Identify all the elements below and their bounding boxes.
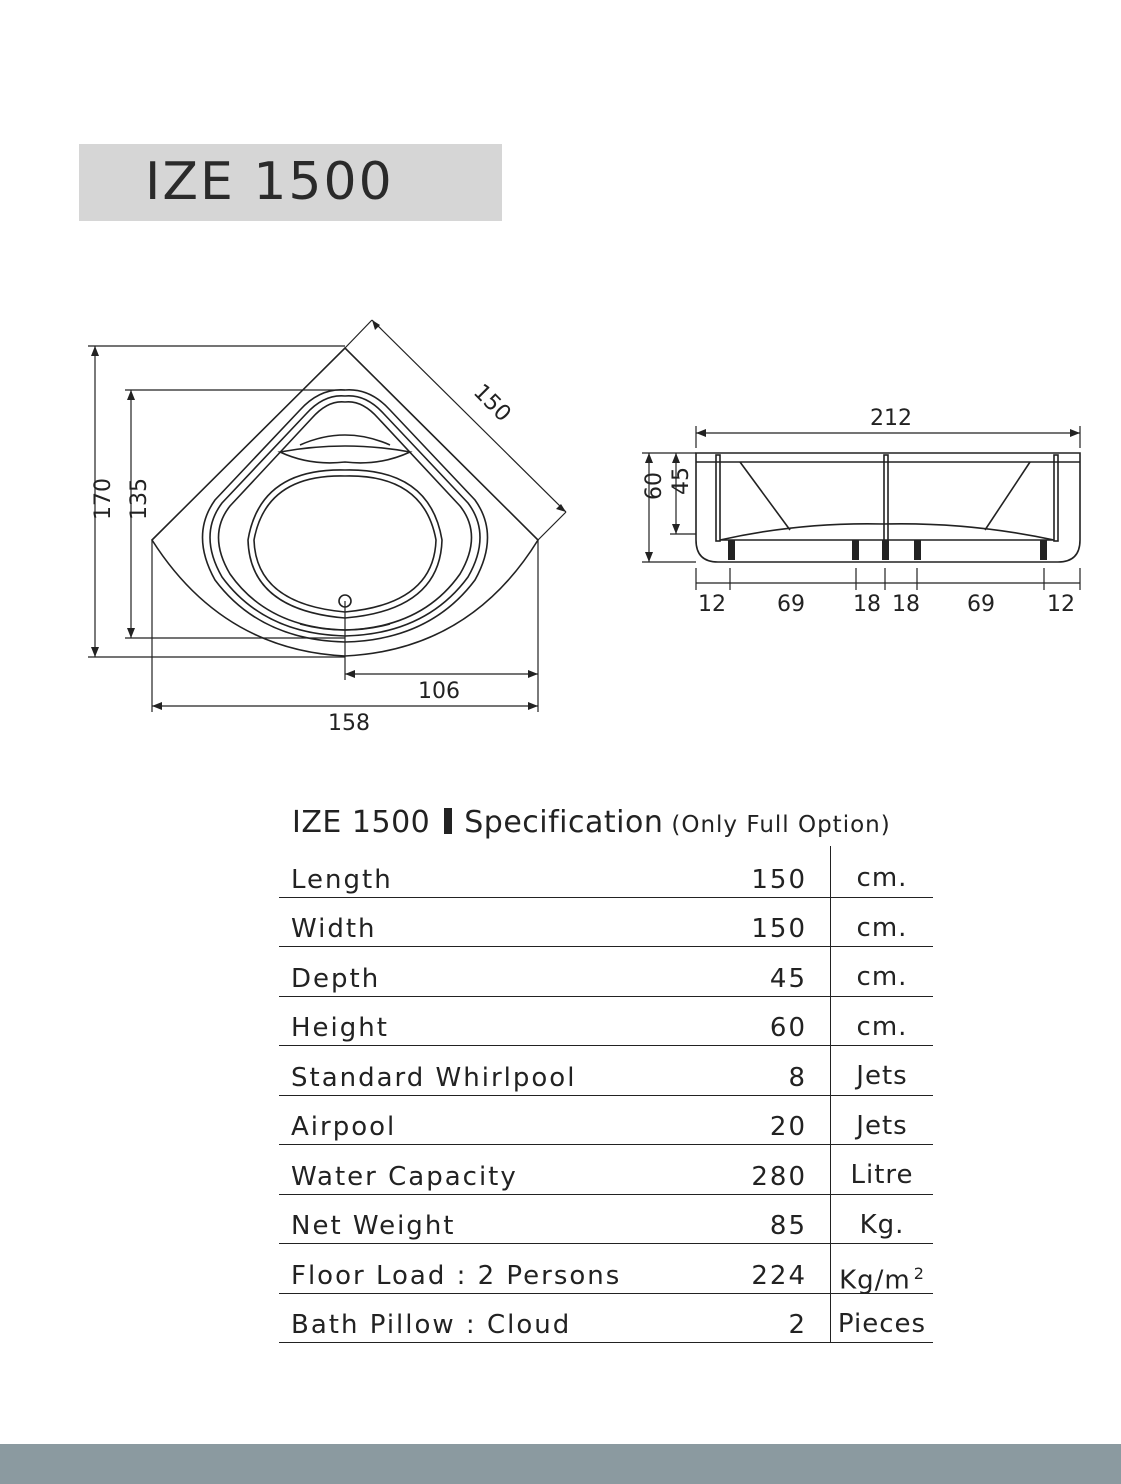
table-row — [279, 1046, 933, 1096]
table-row — [279, 1096, 933, 1146]
spec-unit-text: Kg. — [859, 1209, 905, 1240]
spec-unit — [830, 1294, 933, 1343]
spec-label: Bath Pillow : Cloud — [291, 1310, 572, 1340]
spec-unit-text: cm. — [856, 912, 908, 943]
spec-label: Height — [291, 1013, 389, 1043]
dim-label-60: 60 — [642, 472, 667, 500]
tub-leg — [882, 540, 889, 560]
tub-leg — [1040, 540, 1047, 560]
dim-label-segment: 18 — [892, 592, 920, 617]
spec-unit-text: Jets — [856, 1061, 908, 1091]
spec-unit — [830, 1145, 933, 1194]
spec-unit-text: Kg/m — [839, 1265, 911, 1296]
dim-label-segment: 12 — [1047, 592, 1075, 617]
spec-label: Floor Load : 2 Persons — [291, 1260, 622, 1291]
spec-table — [279, 848, 933, 1343]
dim-label-45: 45 — [669, 467, 694, 495]
title-banner — [79, 144, 502, 221]
spec-unit — [830, 1195, 933, 1244]
spec-label: Airpool — [291, 1112, 397, 1142]
dim-label-segment: 12 — [698, 592, 726, 617]
spec-value: 150 — [751, 914, 807, 944]
table-row — [279, 898, 933, 948]
spec-unit — [830, 947, 933, 996]
table-row — [279, 1195, 933, 1245]
dim-label-106: 106 — [418, 679, 460, 704]
spec-note: (Only Full Option) — [671, 812, 891, 838]
spec-value: 2 — [788, 1310, 807, 1340]
spec-unit — [830, 898, 933, 947]
spec-value: 20 — [769, 1112, 807, 1142]
dim-label-158: 158 — [328, 711, 370, 736]
spec-unit-text: Pieces — [837, 1308, 927, 1339]
tub-leg — [728, 540, 735, 560]
table-row — [279, 1244, 933, 1294]
spec-value: 224 — [751, 1260, 807, 1291]
spec-label: Water Capacity — [291, 1161, 518, 1192]
spec-value: 60 — [769, 1013, 807, 1043]
table-row — [279, 848, 933, 898]
dim-label-150-diagonal: 150 — [468, 379, 516, 427]
dim-label-135: 135 — [127, 478, 152, 520]
spec-label: Depth — [291, 963, 381, 994]
spec-unit-text: cm. — [856, 863, 908, 893]
table-row — [279, 947, 933, 997]
spec-value: 280 — [751, 1161, 807, 1192]
spec-label: Standard Whirlpool — [291, 1062, 577, 1093]
spec-label: Net Weight — [291, 1211, 456, 1241]
spec-unit-superscript: 2 — [913, 1264, 925, 1283]
headrest-shape — [280, 446, 410, 463]
table-row — [279, 997, 933, 1047]
dim-label-212: 212 — [870, 406, 912, 431]
spec-unit — [830, 848, 933, 897]
spec-value: 45 — [769, 963, 807, 994]
spec-heading — [292, 805, 891, 840]
dim-label-170: 170 — [91, 478, 116, 520]
spec-unit — [830, 1244, 933, 1296]
spec-heading-label: Specification — [464, 805, 664, 840]
spec-unit-text: Jets — [856, 1110, 908, 1141]
spec-label: Length — [291, 864, 393, 895]
spec-unit — [830, 1096, 933, 1145]
tub-leg — [852, 540, 859, 560]
spec-unit — [830, 1046, 933, 1095]
table-row — [279, 1145, 933, 1195]
spec-value: 85 — [769, 1211, 807, 1241]
spec-unit-text: cm. — [856, 962, 908, 992]
top-view-drawing — [60, 300, 600, 750]
table-row — [279, 1294, 933, 1344]
spec-value: 8 — [788, 1062, 807, 1093]
spec-unit-text: cm. — [856, 1011, 908, 1042]
page-title: IZE 1500 — [145, 152, 394, 212]
separator-bar — [444, 808, 452, 834]
spec-value: 150 — [751, 864, 807, 895]
spec-label: Width — [291, 914, 377, 944]
spec-unit — [830, 997, 933, 1046]
dim-label-segment: 69 — [967, 592, 995, 617]
footer-band — [0, 1444, 1121, 1484]
tub-leg — [914, 540, 921, 560]
dim-label-segment: 18 — [853, 592, 881, 617]
dim-label-segment: 69 — [777, 592, 805, 617]
spec-model: IZE 1500 — [292, 805, 431, 840]
side-view-drawing — [610, 395, 1100, 625]
spec-unit-text: Litre — [850, 1160, 914, 1190]
